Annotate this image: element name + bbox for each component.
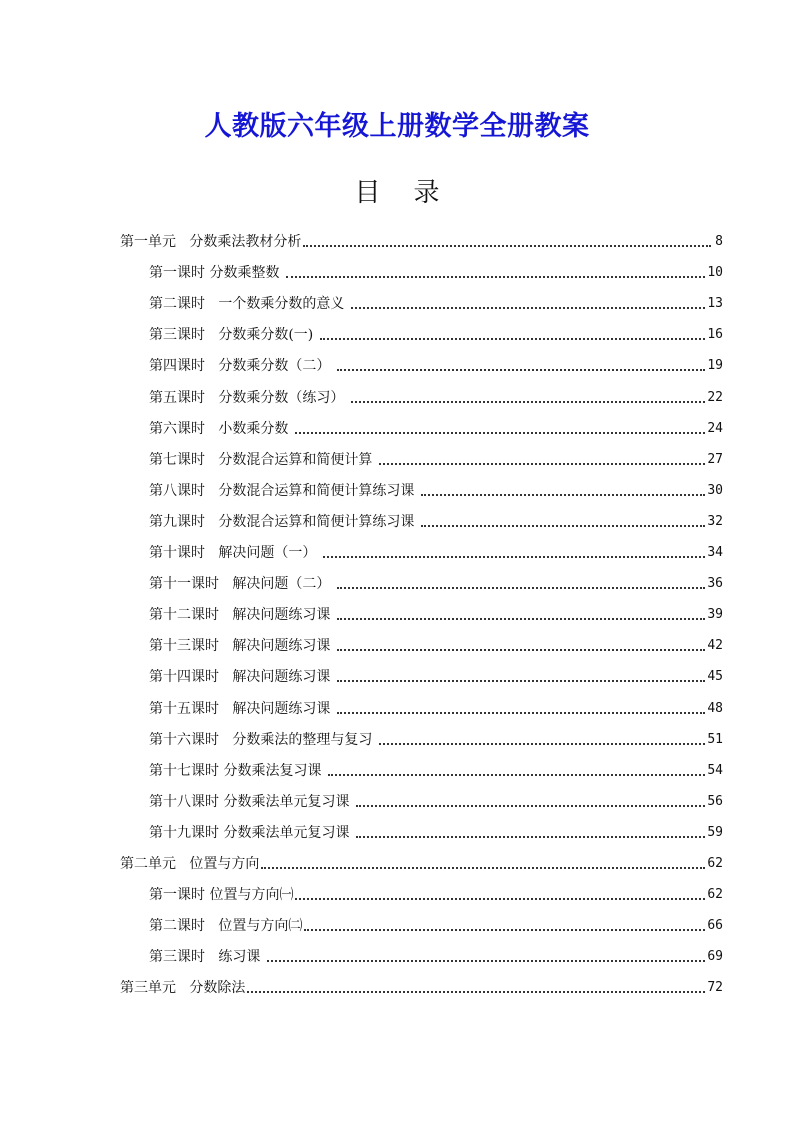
toc-lesson-entry[interactable] [149,477,723,501]
toc-dot-leader [337,636,706,656]
toc-dot-leader [247,978,705,998]
toc-dot-leader [356,823,705,843]
toc-page-number: 62 [707,887,723,902]
toc-lesson-entry[interactable] [149,601,723,625]
toc-page-number: 45 [707,669,723,684]
toc-page-number: 39 [707,607,723,622]
toc-entry-label: 第二课时 位置与方向㈡ [149,918,303,934]
toc-unit-entry[interactable] [120,228,723,252]
toc-lesson-entry[interactable] [149,384,723,408]
toc-entry-label: 第三课时 练习课 [149,949,265,965]
toc-entry-label: 第二单元 位置与方向 [120,856,260,872]
document-title: 人教版六年级上册数学全册教案 [204,111,590,142]
toc-dot-leader [295,419,706,439]
toc-page-number: 30 [707,483,723,498]
toc-entry-label: 第六课时 小数乘分数 [149,421,293,437]
toc-page-number: 24 [707,421,723,436]
toc-dot-leader [261,854,705,874]
toc-dot-leader [320,325,706,345]
toc-page-number: 62 [707,856,723,871]
toc-entry-label: 第十三课时 解决问题练习课 [149,638,335,654]
toc-entry-label: 第十课时 解决问题（一） [149,545,321,561]
toc-page-number: 72 [707,980,723,995]
toc-lesson-entry[interactable] [149,321,723,345]
toc-lesson-entry[interactable] [149,912,723,936]
toc-lesson-entry[interactable] [149,788,723,812]
toc-lesson-entry[interactable] [149,695,723,719]
toc-page-number: 69 [707,949,723,964]
toc-page-number: 34 [707,545,723,560]
toc-lesson-entry[interactable] [149,352,723,376]
toc-lesson-entry[interactable] [149,508,723,532]
toc-lesson-entry[interactable] [149,446,723,470]
toc-entry-label: 第三单元 分数除法 [120,980,246,996]
toc-page-number: 19 [707,358,723,373]
toc-page-number: 8 [715,234,723,249]
toc-page-number: 36 [707,576,723,591]
toc-entry-label: 第一课时 位置与方向㈠ [149,887,294,903]
toc-entry-label: 第十五课时 解决问题练习课 [149,701,335,717]
toc-entry-label: 第十七课时 分数乘法复习课 [149,763,326,779]
toc-lesson-entry[interactable] [149,570,723,594]
toc-dot-leader [351,294,706,314]
toc-dot-leader [379,730,706,750]
toc-lesson-entry[interactable] [149,881,723,905]
toc-entry-label: 第一单元 分数乘法教材分析 [120,234,302,250]
toc-lesson-entry[interactable] [149,726,723,750]
toc-dot-leader [337,356,706,376]
toc-lesson-entry[interactable] [149,290,723,314]
toc-dot-leader [295,885,705,905]
toc-entry-label: 第一课时 分数乘整数 [149,265,284,281]
toc-lesson-entry[interactable] [149,943,723,967]
toc-entry-label: 第二课时 一个数乘分数的意义 [149,296,349,312]
toc-entry-label: 第四课时 分数乘分数（二） [149,358,335,374]
toc-dot-leader [323,543,706,563]
toc-lesson-entry[interactable] [149,632,723,656]
toc-dot-leader [267,947,706,967]
toc-lesson-entry[interactable] [149,539,723,563]
toc-dot-leader [421,512,706,532]
toc-page-number: 56 [707,794,723,809]
toc-lesson-entry[interactable] [149,757,723,781]
toc-dot-leader [337,667,706,687]
toc-entry-label: 第七课时 分数混合运算和简便计算 [149,452,377,468]
toc-dot-leader [337,574,706,594]
toc-entry-label: 第八课时 分数混合运算和简便计算练习课 [149,483,419,499]
toc-page-number: 54 [707,763,723,778]
toc-unit-entry[interactable] [120,850,723,874]
toc-entry-label: 第十四课时 解决问题练习课 [149,669,335,685]
toc-dot-leader [337,699,706,719]
toc-dot-leader [328,761,705,781]
toc-page-number: 27 [707,452,723,467]
toc-dot-leader [356,792,705,812]
toc-lesson-entry[interactable] [149,663,723,687]
toc-dot-leader [304,916,705,936]
toc-dot-leader [421,481,706,501]
toc-heading: 目 录 [354,178,440,208]
toc-page-number: 22 [707,390,723,405]
toc-dot-leader [379,450,706,470]
toc-page-number: 32 [707,514,723,529]
toc-entry-label: 第十八课时 分数乘法单元复习课 [149,794,354,810]
toc-page-number: 48 [707,701,723,716]
toc-page-number: 10 [707,265,723,280]
toc-dot-leader [286,263,705,283]
toc-entry-label: 第十九课时 分数乘法单元复习课 [149,825,354,841]
toc-page-number: 16 [707,327,723,342]
toc-lesson-entry[interactable] [149,819,723,843]
toc-page-number: 66 [707,918,723,933]
toc-entry-label: 第三课时 分数乘分数(一) [149,327,318,343]
toc-page-number: 42 [707,638,723,653]
toc-unit-entry[interactable] [120,974,723,998]
toc-dot-leader [351,388,706,408]
toc-entry-label: 第十六课时 分数乘法的整理与复习 [149,732,377,748]
toc-dot-leader [337,605,706,625]
toc-entry-label: 第十二课时 解决问题练习课 [149,607,335,623]
toc-dot-leader [303,232,711,252]
toc-lesson-entry[interactable] [149,415,723,439]
toc-page-number: 51 [707,732,723,747]
toc-page-number: 59 [707,825,723,840]
toc-entry-label: 第十一课时 解决问题（二） [149,576,335,592]
toc-entry-label: 第五课时 分数乘分数（练习） [149,390,349,406]
toc-entry-label: 第九课时 分数混合运算和简便计算练习课 [149,514,419,530]
toc-page-number: 13 [707,296,723,311]
toc-lesson-entry[interactable] [149,259,723,283]
